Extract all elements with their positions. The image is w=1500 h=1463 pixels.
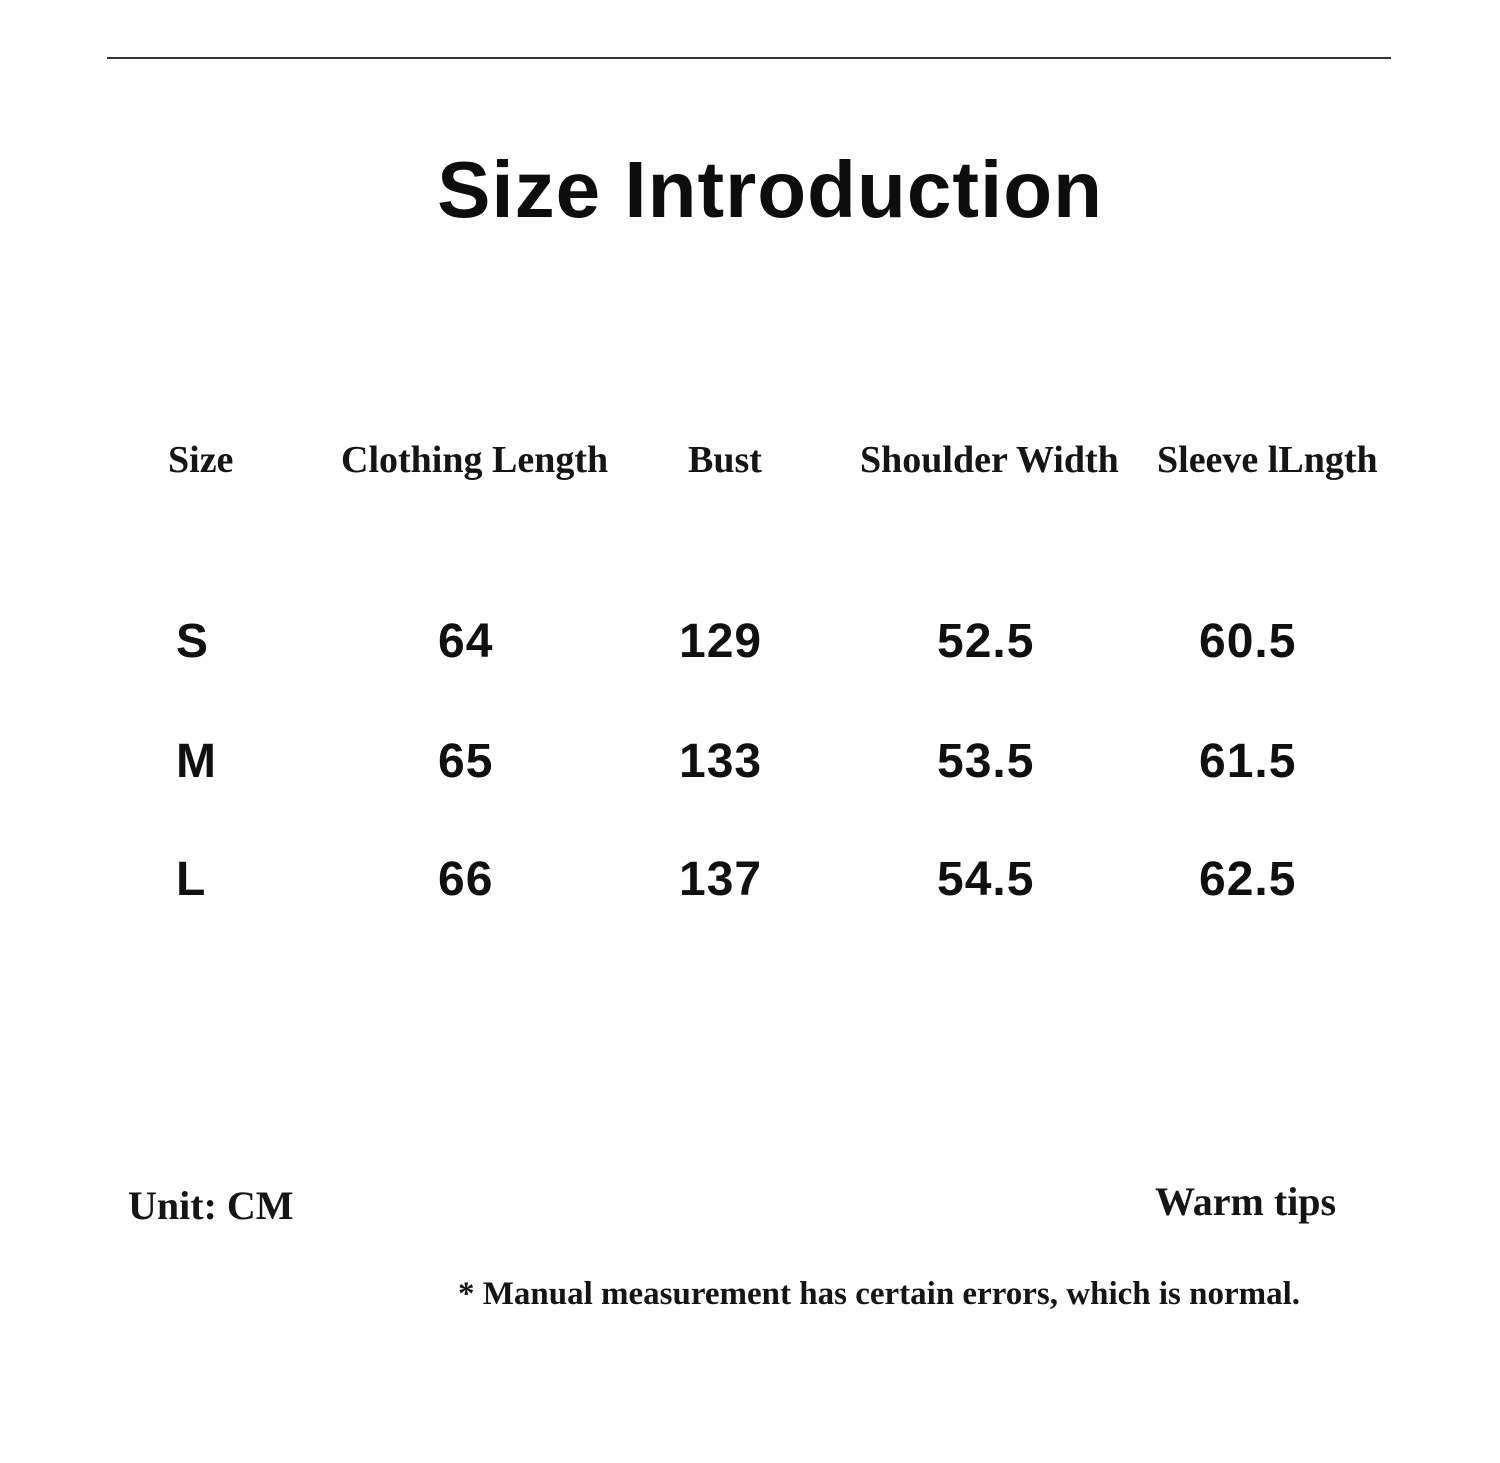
cell-size: L — [176, 853, 207, 906]
page-title: Size Introduction — [437, 145, 1103, 234]
cell-sleeve-length: 60.5 — [1199, 615, 1297, 668]
unit-label: Unit: CM — [128, 1183, 294, 1228]
cell-shoulder-width: 54.5 — [937, 853, 1035, 906]
header-clothing-length: Clothing Length — [341, 439, 609, 481]
cell-bust: 129 — [679, 615, 763, 668]
cell-size: M — [176, 735, 217, 788]
cell-shoulder-width: 53.5 — [937, 735, 1035, 788]
measurement-note: * Manual measurement has certain errors, which is normal. — [458, 1276, 1301, 1312]
cell-clothing-length: 66 — [438, 853, 494, 906]
cell-sleeve-length: 62.5 — [1199, 853, 1297, 906]
cell-bust: 137 — [679, 853, 763, 906]
cell-bust: 133 — [679, 735, 763, 788]
warm-tips-title: Warm tips — [1155, 1179, 1337, 1224]
cell-clothing-length: 65 — [438, 735, 494, 788]
cell-sleeve-length: 61.5 — [1199, 735, 1297, 788]
cell-clothing-length: 64 — [438, 615, 494, 668]
header-shoulder-width: Shoulder Width — [860, 439, 1119, 481]
header-bust: Bust — [688, 439, 762, 481]
header-size: Size — [168, 439, 234, 481]
top-divider — [107, 57, 1391, 59]
header-sleeve-length: Sleeve lLngth — [1157, 439, 1378, 481]
cell-shoulder-width: 52.5 — [937, 615, 1035, 668]
cell-size: S — [176, 615, 210, 668]
